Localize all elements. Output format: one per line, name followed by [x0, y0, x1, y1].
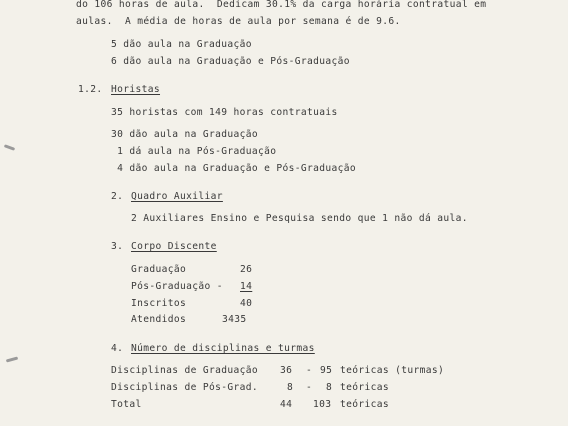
disciplinas-row-sep: - [306, 365, 313, 376]
corpo-row-value: 40 [240, 298, 253, 309]
section-title-disciplinas: Número de disciplinas e turmas [131, 343, 315, 354]
disciplinas-row-label: Disciplinas de Pós-Grad. [111, 382, 259, 393]
disciplinas-row-value: 8 [326, 382, 333, 393]
disciplinas-row-desc: teóricas [340, 399, 390, 410]
section-title-corpo-discente: Corpo Discente [131, 241, 217, 252]
intro-bullet: 6 dão aula na Graduação e Pós-Graduação [111, 56, 350, 67]
section-number: 4. [111, 343, 124, 354]
disciplinas-row-count: 8 [287, 382, 294, 393]
disciplinas-row-value: 103 [313, 399, 332, 410]
corpo-row-label: Graduação [131, 264, 187, 275]
disciplinas-row-count: 44 [280, 399, 293, 410]
corpo-row-label: Atendidos [131, 314, 187, 325]
corpo-row-label: Pós-Graduação - [131, 281, 230, 292]
disciplinas-row-label: Total [111, 399, 142, 410]
disciplinas-row-count: 36 [280, 365, 293, 376]
disciplinas-row-value: 95 [320, 365, 333, 376]
disciplinas-row-desc: teóricas [340, 382, 390, 393]
corpo-row-value: 26 [240, 264, 253, 275]
corpo-row-label: Inscritos [131, 298, 187, 309]
section-number: 3. [111, 241, 124, 252]
corpo-row-value: 14 [240, 281, 253, 292]
disciplinas-row-label: Disciplinas de Graduação [111, 365, 259, 376]
intro-line-1: do 106 horas de aula. Dedicam 30.1% da carga horária contratual em [76, 0, 487, 10]
punch-hole-mark [6, 356, 18, 362]
intro-line-2: aulas. A média de horas de aula por semana é de 9.6. [76, 16, 401, 27]
horistas-bullet: 1 dá aula na Pós-Graduação [111, 146, 277, 157]
horistas-bullet: 30 dão aula na Graduação [111, 129, 259, 140]
quadro-text: 2 Auxiliares Ensino e Pesquisa sendo que 1 não dá aula. [131, 213, 468, 224]
section-title-horistas: Horistas [111, 84, 161, 95]
disciplinas-row-sep: - [306, 382, 313, 393]
section-title-quadro-auxiliar: Quadro Auxiliar [131, 191, 223, 202]
section-number: 1.2. [78, 84, 103, 95]
intro-bullet: 5 dão aula na Graduação [111, 39, 252, 50]
corpo-row-value: 3435 [222, 314, 247, 325]
punch-hole-mark [4, 144, 15, 151]
disciplinas-row-desc: teóricas (turmas) [340, 365, 445, 376]
horistas-bullet: 4 dão aula na Graduação e Pós-Graduação [111, 163, 357, 174]
section-number: 2. [111, 191, 124, 202]
horistas-summary: 35 horistas com 149 horas contratuais [111, 107, 338, 118]
